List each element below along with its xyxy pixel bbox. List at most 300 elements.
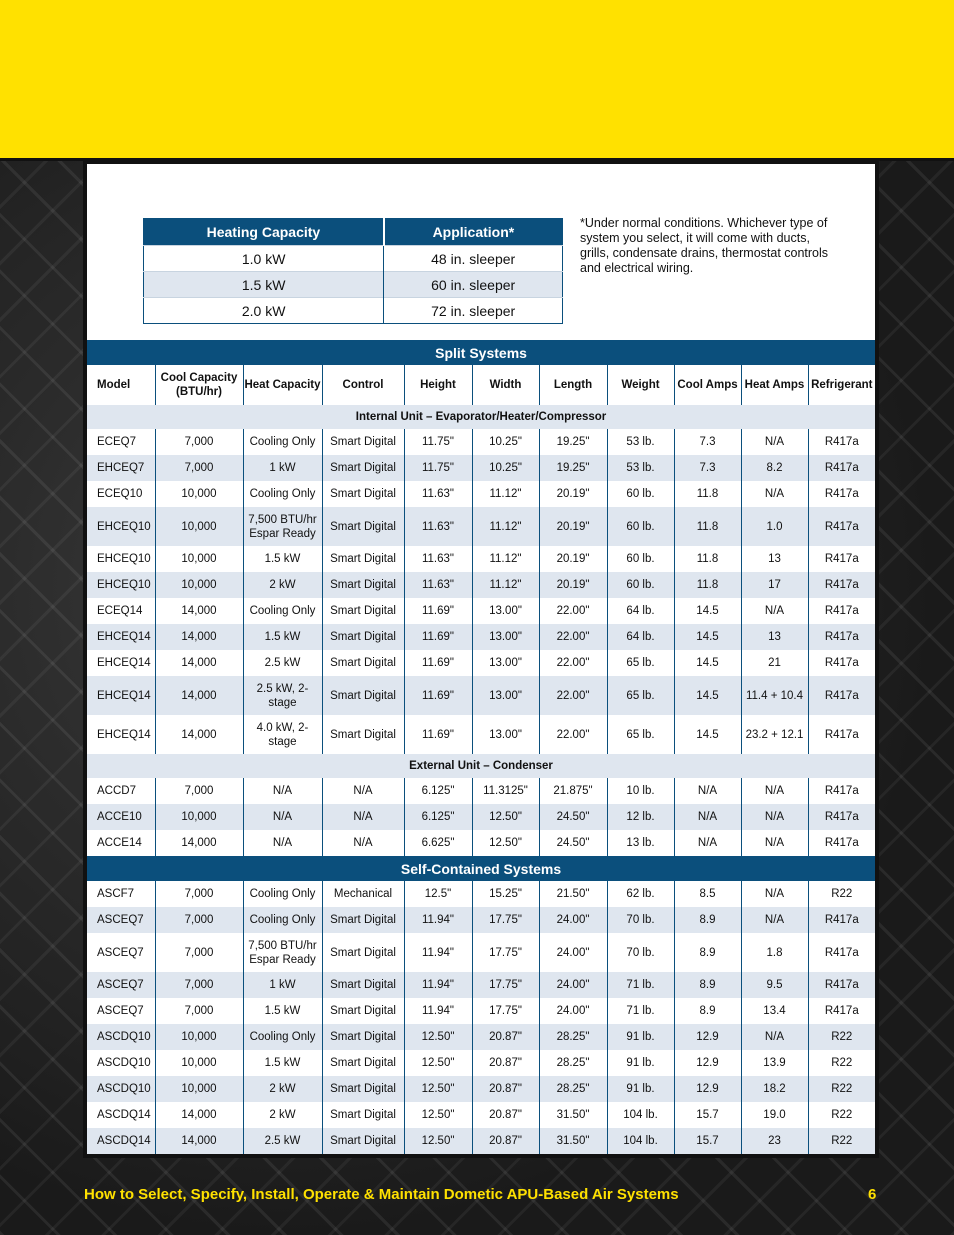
table-cell: 11.75" [404, 455, 472, 481]
table-cell: 10,000 [155, 1050, 243, 1076]
specs-table [87, 340, 875, 1154]
table-cell: Smart Digital [322, 998, 404, 1024]
table-cell: R22 [831, 1057, 853, 1069]
table-cell: 14,000 [155, 1102, 243, 1128]
table-row [87, 907, 875, 933]
table-cell: EHCEQ14 [87, 676, 155, 715]
table-cell: 24.00" [539, 907, 607, 933]
table-cell: R417a [808, 507, 875, 546]
table-cell: 10,000 [155, 804, 243, 830]
table-row [87, 624, 875, 650]
table-cell: EHCEQ7 [87, 455, 155, 481]
table-cell: 11.94" [404, 933, 472, 972]
table-cell: 7,000 [155, 881, 243, 907]
table-cell: 7,000 [155, 455, 243, 481]
table-cell: 65 lb. [607, 650, 674, 676]
table-cell: R22 [808, 1076, 875, 1102]
table-row [87, 972, 875, 998]
table-cell: 53 lb. [607, 429, 674, 455]
table-cell: 1.5 kW [243, 624, 322, 650]
table-cell: R417a [824, 837, 859, 849]
table-cell: 21 [741, 650, 808, 676]
table-cell: 11.63" [404, 481, 472, 507]
table-cell: N/A [243, 830, 322, 856]
table-cell: 10 lb. [607, 778, 674, 804]
table-cell: 17.75" [472, 998, 539, 1024]
table-cell: Smart Digital [322, 933, 404, 972]
internal-unit-header [87, 405, 875, 429]
table-cell: Smart Digital [322, 481, 404, 507]
heating-capacity-table [143, 218, 563, 324]
table-cell: 8.5 [674, 881, 741, 907]
table-cell: 31.50" [539, 1128, 607, 1154]
heating-capacity-cell: 1.5 kW [144, 272, 384, 298]
table-cell: 9.5 [741, 972, 808, 998]
table-cell: 11.8 [674, 481, 741, 507]
table-cell: 64 lb. [607, 624, 674, 650]
table-cell: 12.50" [472, 804, 539, 830]
table-row [87, 804, 875, 830]
table-cell: 91 lb. [607, 1050, 674, 1076]
table-cell: 1.5 kW [243, 1050, 322, 1076]
table-cell: N/A [741, 804, 808, 830]
application-cell: 48 in. sleeper [384, 246, 563, 272]
table-row [87, 715, 875, 754]
self-contained-header-title: Self-Contained Systems [87, 856, 875, 881]
table-row [87, 881, 875, 907]
table-cell: R22 [808, 1024, 875, 1050]
table-row [87, 546, 875, 572]
table-cell: 10,000 [155, 507, 243, 546]
table-cell: 11.8 [674, 572, 741, 598]
table-cell: 14,000 [155, 624, 243, 650]
table-cell: N/A [741, 881, 808, 907]
table-cell: 23 [741, 1128, 808, 1154]
table-cell: 13.9 [741, 1050, 808, 1076]
table-cell: 11.69" [404, 598, 472, 624]
table-cell: 14,000 [155, 1128, 243, 1154]
table-cell: R417a [808, 624, 875, 650]
table-cell: Cooling Only [243, 429, 322, 455]
header-band [0, 0, 954, 161]
table-cell: R417a [824, 605, 859, 617]
table-cell: EHCEQ14 [87, 624, 155, 650]
table-cell: 11.69" [404, 624, 472, 650]
table-cell: 7,000 [155, 972, 243, 998]
table-cell: Smart Digital [322, 907, 404, 933]
column-header: Width [472, 365, 539, 405]
table-cell: 91 lb. [607, 1024, 674, 1050]
table-cell: 14.5 [674, 624, 741, 650]
table-cell: 17.75" [472, 933, 539, 972]
column-header: Refrigerant [808, 365, 875, 405]
heating-capacity-cell: 2.0 kW [144, 298, 384, 324]
table-cell: R22 [831, 888, 853, 900]
table-cell: ECEQ14 [87, 598, 155, 624]
table-cell: ASCDQ14 [87, 1128, 155, 1154]
column-header: Control [322, 365, 404, 405]
table-cell: EHCEQ10 [87, 507, 155, 546]
table-cell: Cooling Only [243, 881, 322, 907]
table-cell: 13.00" [472, 676, 539, 715]
content-panel [83, 160, 879, 1158]
table-cell: ACCE14 [87, 830, 155, 856]
table-cell: 1.5 kW [243, 546, 322, 572]
table-cell: N/A [741, 778, 808, 804]
table-cell: 7,000 [155, 778, 243, 804]
table-cell: Smart Digital [322, 598, 404, 624]
table-cell: 12.5" [404, 881, 472, 907]
table-cell: R417a [808, 455, 875, 481]
table-cell: 6.125" [404, 778, 472, 804]
table-cell: 12.50" [404, 1050, 472, 1076]
table-cell: 14.5 [674, 676, 741, 715]
table-cell: Smart Digital [322, 1102, 404, 1128]
column-headers [87, 365, 875, 405]
table-cell: 20.87" [472, 1024, 539, 1050]
table-cell: R417a [824, 728, 859, 741]
table-cell: 12.50" [404, 1076, 472, 1102]
table-cell: N/A [243, 804, 322, 830]
table-cell: 11.75" [404, 429, 472, 455]
table-cell: 71 lb. [607, 998, 674, 1024]
table-cell: 8.9 [674, 933, 741, 972]
table-cell: 11.12" [472, 507, 539, 546]
table-cell: R417a [824, 785, 859, 797]
table-row [87, 1128, 875, 1154]
table-cell: 12.9 [674, 1024, 741, 1050]
table-cell: 12.9 [674, 1050, 741, 1076]
table-cell: 6.625" [404, 830, 472, 856]
table-cell: 2.5 kW [243, 1128, 322, 1154]
footnote: *Under normal conditions. Whichever type of system you select, it will come with ducts, grills, condensate drains, thermostat controls and electrical wiring. [580, 216, 829, 275]
table-cell: 20.87" [472, 1050, 539, 1076]
split-systems-header-title: Split Systems [87, 340, 875, 365]
table-cell: 2 kW [243, 1076, 322, 1102]
table-cell: 11.12" [472, 572, 539, 598]
column-header: Cool Capacity (BTU/hr) [155, 365, 243, 405]
table-cell: R417a [824, 946, 859, 959]
table-cell: 11.69" [404, 650, 472, 676]
table-cell: 17.75" [472, 972, 539, 998]
table-cell: ACCE10 [87, 804, 155, 830]
split-systems-header [87, 340, 875, 365]
table-cell: 65 lb. [607, 715, 674, 754]
table-row [87, 1102, 875, 1128]
table-cell: Smart Digital [322, 546, 404, 572]
table-cell: 12.50" [404, 1024, 472, 1050]
table-cell: 2 kW [243, 572, 322, 598]
table-cell: N/A [674, 830, 741, 856]
table-cell: 10,000 [155, 481, 243, 507]
table-cell: 15.7 [674, 1128, 741, 1154]
table-cell: ASCDQ14 [87, 1102, 155, 1128]
table-cell: 24.00" [539, 998, 607, 1024]
table-cell: Smart Digital [322, 715, 404, 754]
table-cell: 7.3 [674, 455, 741, 481]
column-header: Heat Amps [741, 365, 808, 405]
table-row [87, 455, 875, 481]
table-cell: 104 lb. [607, 1102, 674, 1128]
table-cell: 14,000 [155, 715, 243, 754]
table-cell: 22.00" [539, 598, 607, 624]
table-cell: 20.87" [472, 1076, 539, 1102]
table-cell: R417a [824, 553, 859, 565]
table-row [87, 481, 875, 507]
table-cell: 11.94" [404, 907, 472, 933]
application-cell: 60 in. sleeper [384, 272, 563, 298]
table-cell: 11.12" [472, 546, 539, 572]
table-cell: 14,000 [155, 676, 243, 715]
table-cell: 17.75" [472, 907, 539, 933]
table-cell: R22 [831, 1109, 853, 1121]
table-cell: 8.9 [674, 972, 741, 998]
table-cell: Smart Digital [322, 572, 404, 598]
heating-capacity-header: Heating Capacity [144, 219, 384, 246]
table-cell: 7,500 BTU/hr Espar Ready [243, 507, 322, 546]
table-cell: N/A [674, 778, 741, 804]
table-cell: 20.19" [539, 507, 607, 546]
table-cell: 24.50" [539, 830, 607, 856]
column-header: Height [404, 365, 472, 405]
table-cell: 10,000 [155, 546, 243, 572]
table-cell: 8.2 [741, 455, 808, 481]
page-number: 6 [868, 1186, 877, 1203]
table-cell: 15.25" [472, 881, 539, 907]
table-cell: 64 lb. [607, 598, 674, 624]
table-row [87, 572, 875, 598]
table-cell: 1 kW [243, 972, 322, 998]
table-cell: 7,000 [155, 933, 243, 972]
table-cell: Cooling Only [243, 598, 322, 624]
table-cell: Smart Digital [322, 455, 404, 481]
table-cell: 11.4 + 10.4 [741, 676, 808, 715]
table-cell: 13.00" [472, 715, 539, 754]
table-cell: 13.00" [472, 598, 539, 624]
table-cell: 20.19" [539, 572, 607, 598]
self-contained-header [87, 856, 875, 881]
table-cell: ASCEQ7 [87, 998, 155, 1024]
table-cell: Smart Digital [322, 429, 404, 455]
table-cell: ASCDQ10 [87, 1050, 155, 1076]
table-cell: 14.5 [674, 650, 741, 676]
table-cell: 22.00" [539, 650, 607, 676]
table-cell: 12.9 [674, 1076, 741, 1102]
table-cell: N/A [243, 778, 322, 804]
table-cell: 19.25" [539, 455, 607, 481]
table-cell: ASCEQ7 [87, 907, 155, 933]
table-cell: N/A [322, 778, 404, 804]
table-cell: Smart Digital [322, 972, 404, 998]
table-cell: EHCEQ10 [87, 572, 155, 598]
table-cell: 11.69" [404, 676, 472, 715]
table-cell: 14,000 [155, 598, 243, 624]
table-cell: 11.63" [404, 507, 472, 546]
table-cell: EHCEQ14 [87, 715, 155, 754]
table-row [87, 650, 875, 676]
table-cell: 11.8 [674, 546, 741, 572]
table-cell: 91 lb. [607, 1076, 674, 1102]
table-cell: 12 lb. [607, 804, 674, 830]
table-cell: 11.8 [674, 507, 741, 546]
table-cell: Cooling Only [243, 907, 322, 933]
table-cell: Smart Digital [322, 1050, 404, 1076]
table-cell: ASCDQ10 [87, 1076, 155, 1102]
table-cell: 21.875" [539, 778, 607, 804]
table-cell: Smart Digital [322, 1024, 404, 1050]
table-cell: R417a [824, 657, 859, 669]
external-unit-header-label: External Unit – Condenser [87, 754, 875, 778]
table-cell: 8.9 [674, 998, 741, 1024]
table-cell: 31.50" [539, 1102, 607, 1128]
table-row [87, 1024, 875, 1050]
table-cell: N/A [741, 830, 808, 856]
table-cell: ECEQ7 [87, 429, 155, 455]
table-cell: 22.00" [539, 715, 607, 754]
table-cell: R417a [824, 436, 859, 448]
footer-title: How to Select, Specify, Install, Operate & Maintain Dometic APU-Based Air Systems [84, 1186, 679, 1203]
table-cell: ACCD7 [87, 778, 155, 804]
table-cell: 12.50" [404, 1128, 472, 1154]
table-cell: 28.25" [539, 1050, 607, 1076]
table-cell: Smart Digital [322, 1076, 404, 1102]
table-cell: 7,000 [155, 429, 243, 455]
table-row [87, 778, 875, 804]
table-cell: 60 lb. [607, 481, 674, 507]
table-cell: Cooling Only [243, 1024, 322, 1050]
table-cell: 60 lb. [607, 507, 674, 546]
table-cell: 14,000 [155, 650, 243, 676]
table-cell: 15.7 [674, 1102, 741, 1128]
table-cell: 14.5 [674, 715, 741, 754]
table-cell: Smart Digital [322, 676, 404, 715]
column-header: Heat Capacity [243, 365, 322, 405]
table-cell: 7,500 BTU/hr Espar Ready [243, 933, 322, 972]
table-cell: R417a [808, 804, 875, 830]
table-cell: 10,000 [155, 1076, 243, 1102]
table-cell: Smart Digital [322, 650, 404, 676]
table-cell: 62 lb. [607, 881, 674, 907]
table-cell: ASCF7 [87, 881, 155, 907]
table-cell: 7,000 [155, 998, 243, 1024]
table-cell: R417a [824, 488, 859, 500]
table-cell: 20.87" [472, 1128, 539, 1154]
table-cell: 22.00" [539, 624, 607, 650]
table-cell: 1 kW [243, 455, 322, 481]
heating-row [144, 246, 563, 272]
table-cell: 19.0 [741, 1102, 808, 1128]
table-cell: EHCEQ10 [87, 546, 155, 572]
table-cell: 13 [741, 546, 808, 572]
table-cell: 4.0 kW, 2-stage [243, 715, 322, 754]
table-cell: 11.63" [404, 572, 472, 598]
application-header: Application* [384, 219, 563, 246]
table-cell: 21.50" [539, 881, 607, 907]
table-cell: EHCEQ14 [87, 650, 155, 676]
table-cell: 53 lb. [607, 455, 674, 481]
table-cell: 28.25" [539, 1076, 607, 1102]
table-cell: R417a [808, 972, 875, 998]
table-cell: 13.4 [741, 998, 808, 1024]
table-cell: 2.5 kW, 2-stage [243, 676, 322, 715]
table-cell: 18.2 [741, 1076, 808, 1102]
table-cell: 10,000 [155, 572, 243, 598]
table-cell: 1.0 [741, 507, 808, 546]
table-cell: 7.3 [674, 429, 741, 455]
table-row [87, 1076, 875, 1102]
table-cell: 11.63" [404, 546, 472, 572]
table-cell: 28.25" [539, 1024, 607, 1050]
table-cell: 10.25" [472, 429, 539, 455]
table-cell: Mechanical [322, 881, 404, 907]
table-cell: 11.69" [404, 715, 472, 754]
table-cell: 1.5 kW [243, 998, 322, 1024]
table-cell: 13.00" [472, 624, 539, 650]
table-cell: R417a [808, 572, 875, 598]
table-cell: ECEQ10 [87, 481, 155, 507]
table-cell: 14,000 [155, 830, 243, 856]
table-row [87, 1050, 875, 1076]
table-row [87, 933, 875, 972]
table-cell: 13 [741, 624, 808, 650]
table-cell: 1.8 [741, 933, 808, 972]
table-cell: Smart Digital [322, 624, 404, 650]
table-cell: N/A [322, 830, 404, 856]
table-cell: 6.125" [404, 804, 472, 830]
heating-row [144, 298, 563, 324]
table-cell: Smart Digital [322, 507, 404, 546]
table-cell: 11.94" [404, 998, 472, 1024]
table-cell: N/A [741, 1024, 808, 1050]
table-cell: N/A [741, 481, 808, 507]
table-cell: 11.94" [404, 972, 472, 998]
table-cell: R417a [824, 1005, 859, 1017]
table-cell: 11.12" [472, 481, 539, 507]
table-row [87, 429, 875, 455]
column-header: Cool Amps [674, 365, 741, 405]
table-cell: 17 [741, 572, 808, 598]
table-cell: 20.19" [539, 481, 607, 507]
table-cell: 104 lb. [607, 1128, 674, 1154]
table-cell: N/A [741, 429, 808, 455]
table-cell: 70 lb. [607, 907, 674, 933]
table-cell: 12.50" [472, 830, 539, 856]
table-cell: 22.00" [539, 676, 607, 715]
table-cell: N/A [674, 804, 741, 830]
table-cell: R417a [808, 676, 875, 715]
table-cell: 13.00" [472, 650, 539, 676]
table-cell: Cooling Only [243, 481, 322, 507]
table-row [87, 598, 875, 624]
table-cell: 19.25" [539, 429, 607, 455]
table-cell: N/A [741, 907, 808, 933]
table-cell: 8.9 [674, 907, 741, 933]
heating-row [144, 272, 563, 298]
application-cell: 72 in. sleeper [384, 298, 563, 324]
table-cell: 2.5 kW [243, 650, 322, 676]
table-cell: 13 lb. [607, 830, 674, 856]
table-cell: ASCEQ7 [87, 972, 155, 998]
table-row [87, 507, 875, 546]
table-cell: R417a [808, 907, 875, 933]
table-cell: 60 lb. [607, 572, 674, 598]
table-cell: 12.50" [404, 1102, 472, 1128]
table-cell: ASCDQ10 [87, 1024, 155, 1050]
table-cell: 60 lb. [607, 546, 674, 572]
internal-unit-header-label: Internal Unit – Evaporator/Heater/Compressor [87, 405, 875, 429]
table-cell: 7,000 [155, 907, 243, 933]
table-cell: 10,000 [155, 1024, 243, 1050]
